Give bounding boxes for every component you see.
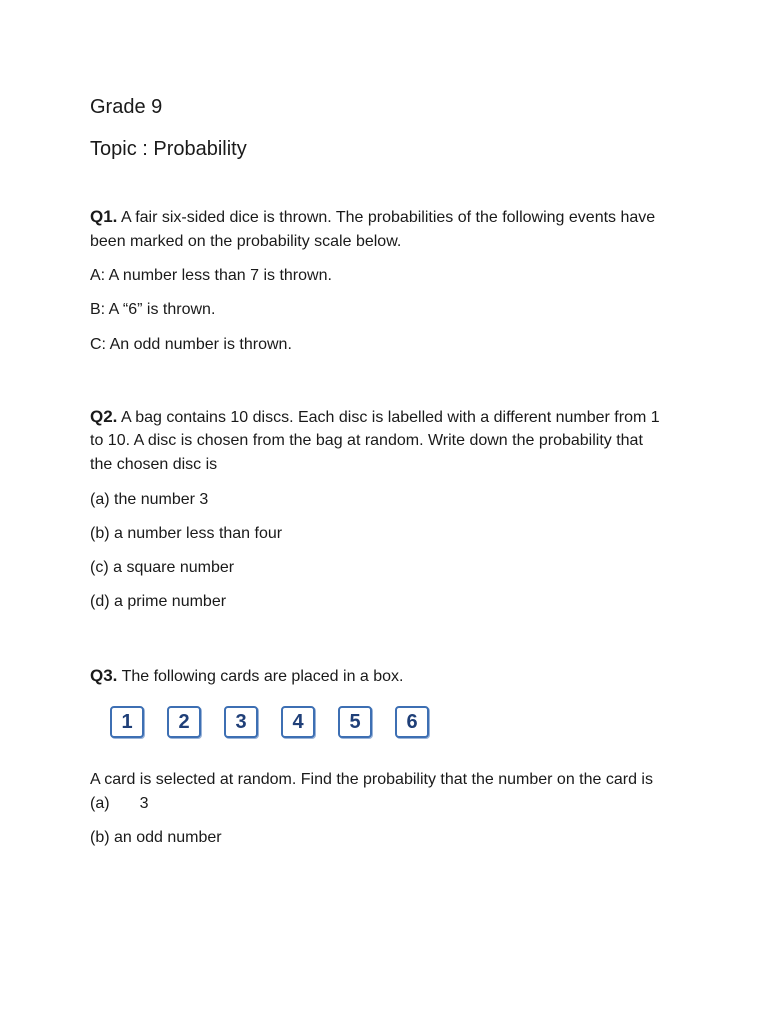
- number-card: 5: [338, 706, 372, 738]
- q2-item-b: (b) a number less than four: [90, 525, 283, 542]
- q3-text: The following cards are placed in a box.: [117, 668, 404, 685]
- q2-line-1: [90, 405, 690, 430]
- number-card: 4: [281, 706, 315, 738]
- grade-heading: Grade 9: [90, 96, 163, 118]
- q1-item-c: C: An odd number is thrown.: [90, 336, 292, 353]
- number-card: 1: [110, 706, 144, 738]
- q2-text-3: the chosen disc is: [90, 456, 218, 473]
- number-cards: [110, 706, 429, 740]
- q2-text: A bag contains 10 discs. Each disc is labelled with a different number from 1: [117, 409, 660, 426]
- topic-heading: Topic : Probability: [90, 138, 247, 160]
- q2-item-a: (a) the number 3: [90, 491, 209, 508]
- q3-item-b: (b) an odd number: [90, 829, 222, 846]
- q3-prompt: A card is selected at random. Find the probability that the number on the card is: [90, 771, 653, 788]
- q2-item-d: (d) a prime number: [90, 593, 227, 610]
- q1-line-1: [90, 205, 690, 230]
- q1-item-a: A: A number less than 7 is thrown.: [90, 267, 332, 284]
- number-card: 3: [224, 706, 258, 738]
- q1-number: Q1.: [90, 207, 118, 226]
- q3-item-a-label: (a): [90, 795, 110, 812]
- number-card: 2: [167, 706, 201, 738]
- number-card: 6: [395, 706, 429, 738]
- q1-item-b: B: A “6” is thrown.: [90, 301, 216, 318]
- q2-number: Q2.: [90, 407, 118, 426]
- q1-text: A fair six-sided dice is thrown. The probabilities of the following events have: [117, 209, 656, 226]
- q3-number: Q3.: [90, 666, 118, 685]
- q1-text-2: been marked on the probability scale below.: [90, 233, 402, 250]
- q3-line-1: [90, 664, 690, 689]
- q3-item-a-value: 3: [139, 795, 149, 812]
- q2-item-c: (c) a square number: [90, 559, 235, 576]
- q3-item-a: [90, 792, 690, 816]
- q2-text-2: to 10. A disc is chosen from the bag at random. Write down the probability that: [90, 432, 643, 449]
